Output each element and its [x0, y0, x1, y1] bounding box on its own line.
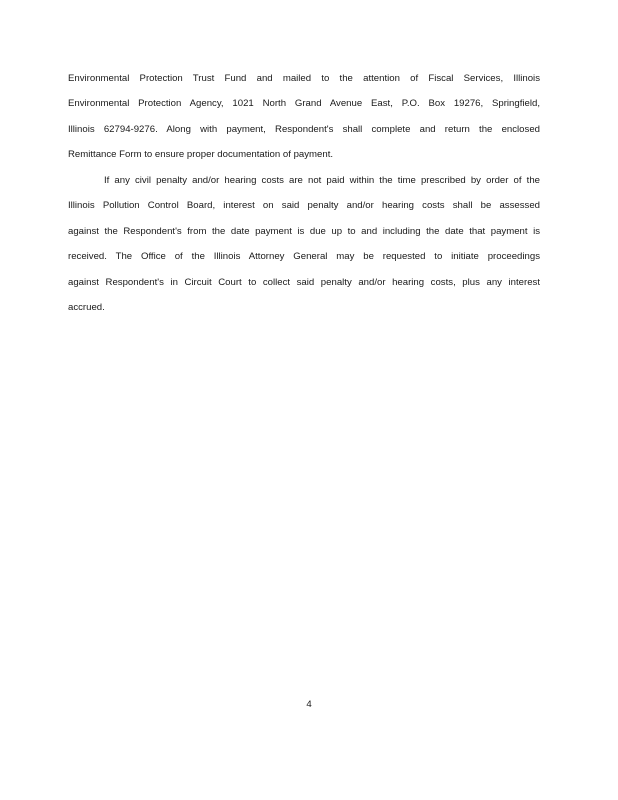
paragraph-payment-instructions	[68, 66, 540, 168]
text-line: against Respondent's in Circuit Court to collect said penalty and/or hearing costs, plus any interest	[68, 276, 540, 288]
text-line: Remittance Form to ensure proper documentation of payment.	[68, 149, 334, 161]
text-line: If any civil penalty and/or hearing costs are not paid within the time prescribed by order of the	[104, 175, 540, 186]
text-line: Illinois Pollution Control Board, interest on said penalty and/or hearing costs shall be assessed	[68, 200, 540, 212]
text-line: Environmental Protection Trust Fund and mailed to the attention of Fiscal Services, Illinois	[68, 73, 540, 84]
text-line: Environmental Protection Agency, 1021 North Grand Avenue East, P.O. Box 19276, Springfield,	[68, 98, 540, 110]
paragraph-late-payment	[68, 168, 540, 320]
text-line: against the Respondent's from the date payment is due up to and including the date that payment is	[68, 225, 540, 237]
text-line: Illinois 62794-9276. Along with payment, Respondent's shall complete and return the enclosed	[68, 123, 540, 135]
text-line: received. The Office of the Illinois Attorney General may be requested to initiate proceedings	[68, 251, 540, 263]
page-number: 4	[306, 699, 312, 710]
text-line: accrued.	[68, 301, 105, 313]
